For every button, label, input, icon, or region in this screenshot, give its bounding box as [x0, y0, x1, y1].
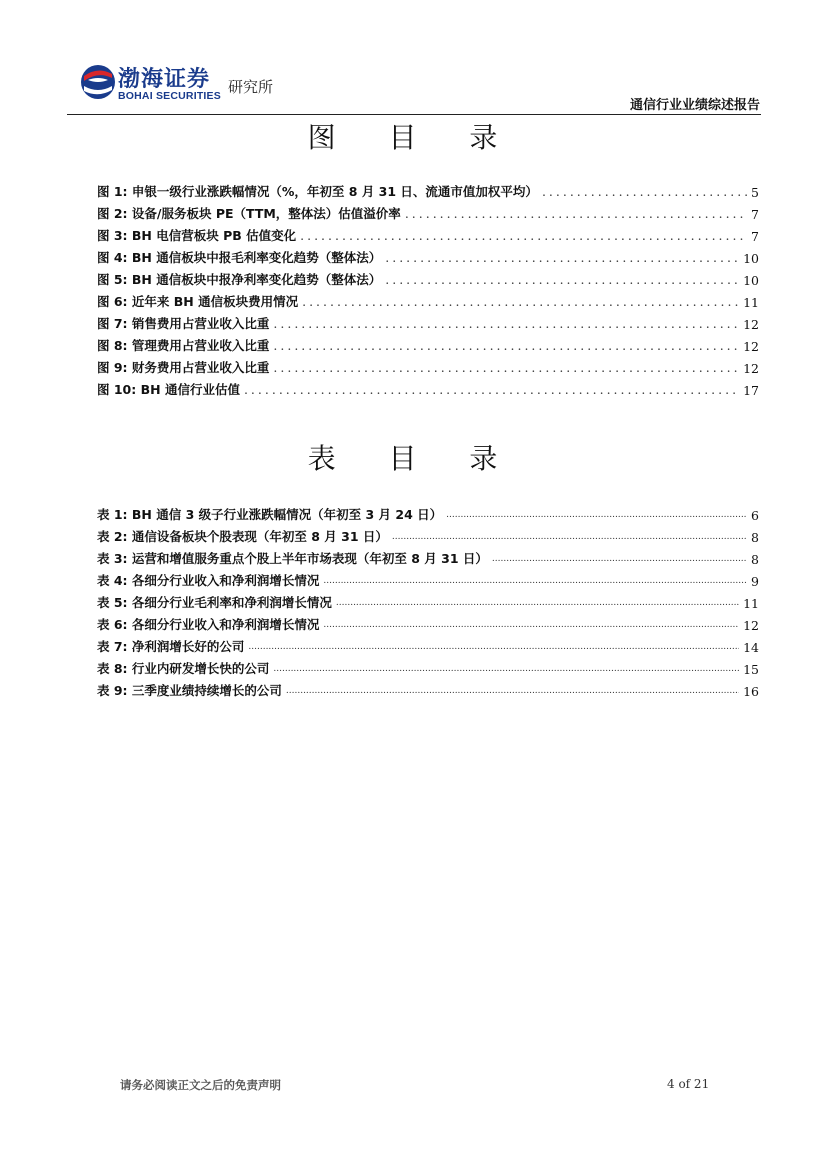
table-toc-title: 表 目 录 — [307, 442, 520, 475]
toc-entry[interactable] — [97, 332, 759, 354]
table-toc-list — [97, 501, 759, 699]
dot-leader — [446, 507, 747, 523]
toc-entry[interactable] — [97, 589, 759, 611]
toc-entry-label: 表 9: 三季度业绩持续增长的公司 — [97, 683, 282, 698]
toc-entry-label: 图 6: 近年来 BH 通信板块费用情况 — [97, 294, 299, 309]
report-title: 通信行业业绩综述报告 — [629, 98, 760, 113]
toc-entry[interactable] — [97, 376, 759, 398]
toc-entry[interactable] — [97, 677, 759, 699]
dot-leader — [300, 228, 747, 244]
toc-entry[interactable] — [97, 354, 759, 376]
toc-entry-page: 12 — [743, 361, 759, 376]
dot-leader — [273, 360, 739, 376]
toc-entry-label: 图 4: BH 通信板块中报毛利率变化趋势（整体法） — [97, 250, 382, 265]
dot-leader — [323, 617, 739, 633]
figure-toc-title: 图 目 录 — [307, 121, 520, 154]
toc-entry-page: 12 — [743, 339, 759, 354]
toc-entry-label: 图 5: BH 通信板块中报净利率变化趋势（整体法） — [97, 272, 382, 287]
toc-entry-label: 表 5: 各细分行业毛利率和净利润增长情况 — [97, 595, 332, 610]
toc-entry-label: 表 4: 各细分行业收入和净利润增长情况 — [97, 573, 320, 588]
toc-entry-page: 7 — [751, 207, 759, 222]
toc-entry-label: 图 9: 财务费用占营业收入比重 — [97, 360, 270, 375]
toc-entry-label: 表 6: 各细分行业收入和净利润增长情况 — [97, 617, 320, 632]
page-header — [0, 0, 827, 120]
toc-entry-page: 14 — [743, 640, 759, 655]
dot-leader — [248, 639, 739, 655]
dot-leader — [405, 206, 747, 222]
department-label: 研究所 — [228, 78, 274, 96]
toc-entry-label: 图 10: BH 通信行业估值 — [97, 382, 240, 397]
dot-leader — [385, 272, 739, 288]
toc-entry-page: 8 — [751, 552, 759, 567]
page-number: 4 of 21 — [667, 1077, 710, 1091]
toc-entry-page: 10 — [743, 273, 759, 288]
dot-leader — [392, 529, 747, 545]
toc-entry-page: 10 — [743, 251, 759, 266]
toc-entry[interactable] — [97, 244, 759, 266]
toc-entry-label: 图 7: 销售费用占营业收入比重 — [97, 316, 270, 331]
dot-leader — [273, 316, 739, 332]
toc-entry-page: 12 — [743, 618, 759, 633]
toc-entry[interactable] — [97, 266, 759, 288]
toc-entry-label: 图 1: 申银一级行业涨跌幅情况（%，年初至 8 月 31 日、流通市值加权平均） — [97, 184, 538, 199]
toc-entry-page: 11 — [743, 295, 759, 310]
logo-chinese-name: 渤海证券 — [118, 67, 211, 92]
toc-entry-page: 7 — [751, 229, 759, 244]
toc-entry[interactable] — [97, 222, 759, 244]
disclaimer-note: 请务必阅读正文之后的免责声明 — [120, 1078, 281, 1092]
figure-toc-list — [97, 178, 759, 398]
toc-entry[interactable] — [97, 200, 759, 222]
dot-leader — [542, 184, 747, 200]
toc-entry[interactable] — [97, 178, 759, 200]
dot-leader — [286, 683, 739, 699]
toc-entry[interactable] — [97, 523, 759, 545]
toc-entry[interactable] — [97, 611, 759, 633]
toc-entry-label: 表 8: 行业内研发增长快的公司 — [97, 661, 270, 676]
dot-leader — [492, 551, 747, 567]
toc-entry-label: 表 1: BH 通信 3 级子行业涨跌幅情况（年初至 3 月 24 日） — [97, 507, 443, 522]
toc-entry[interactable] — [97, 655, 759, 677]
toc-entry-page: 5 — [751, 185, 759, 200]
toc-entry-page: 8 — [751, 530, 759, 545]
toc-entry[interactable] — [97, 310, 759, 332]
toc-entry-page: 12 — [743, 317, 759, 332]
toc-entry-label: 表 2: 通信设备板块个股表现（年初至 8 月 31 日） — [97, 529, 388, 544]
toc-entry-label: 图 2: 设备/服务板块 PE（TTM，整体法）估值溢价率 — [97, 206, 401, 221]
toc-entry-label: 表 7: 净利润增长好的公司 — [97, 639, 245, 654]
dot-leader — [385, 250, 739, 266]
bohai-logo-icon — [78, 62, 118, 102]
header-divider — [67, 114, 761, 115]
toc-entry-page: 9 — [751, 574, 759, 589]
toc-entry[interactable] — [97, 288, 759, 310]
toc-entry-label: 图 3: BH 电信营板块 PB 估值变化 — [97, 228, 297, 243]
toc-entry[interactable] — [97, 633, 759, 655]
dot-leader — [302, 294, 739, 310]
dot-leader — [323, 573, 747, 589]
toc-entry-page: 11 — [743, 596, 759, 611]
toc-entry-page: 6 — [751, 508, 759, 523]
toc-entry-label: 表 3: 运营和增值服务重点个股上半年市场表现（年初至 8 月 31 日） — [97, 551, 488, 566]
toc-entry-page: 17 — [743, 383, 759, 398]
logo-english-name: BOHAI SECURITIES — [118, 90, 221, 102]
toc-entry-page: 16 — [743, 684, 759, 699]
dot-leader — [273, 338, 739, 354]
dot-leader — [244, 382, 739, 398]
toc-entry[interactable] — [97, 545, 759, 567]
toc-entry[interactable] — [97, 567, 759, 589]
toc-entry[interactable] — [97, 501, 759, 523]
dot-leader — [336, 595, 739, 611]
dot-leader — [273, 661, 739, 677]
toc-entry-page: 15 — [743, 662, 759, 677]
toc-entry-label: 图 8: 管理费用占营业收入比重 — [97, 338, 270, 353]
